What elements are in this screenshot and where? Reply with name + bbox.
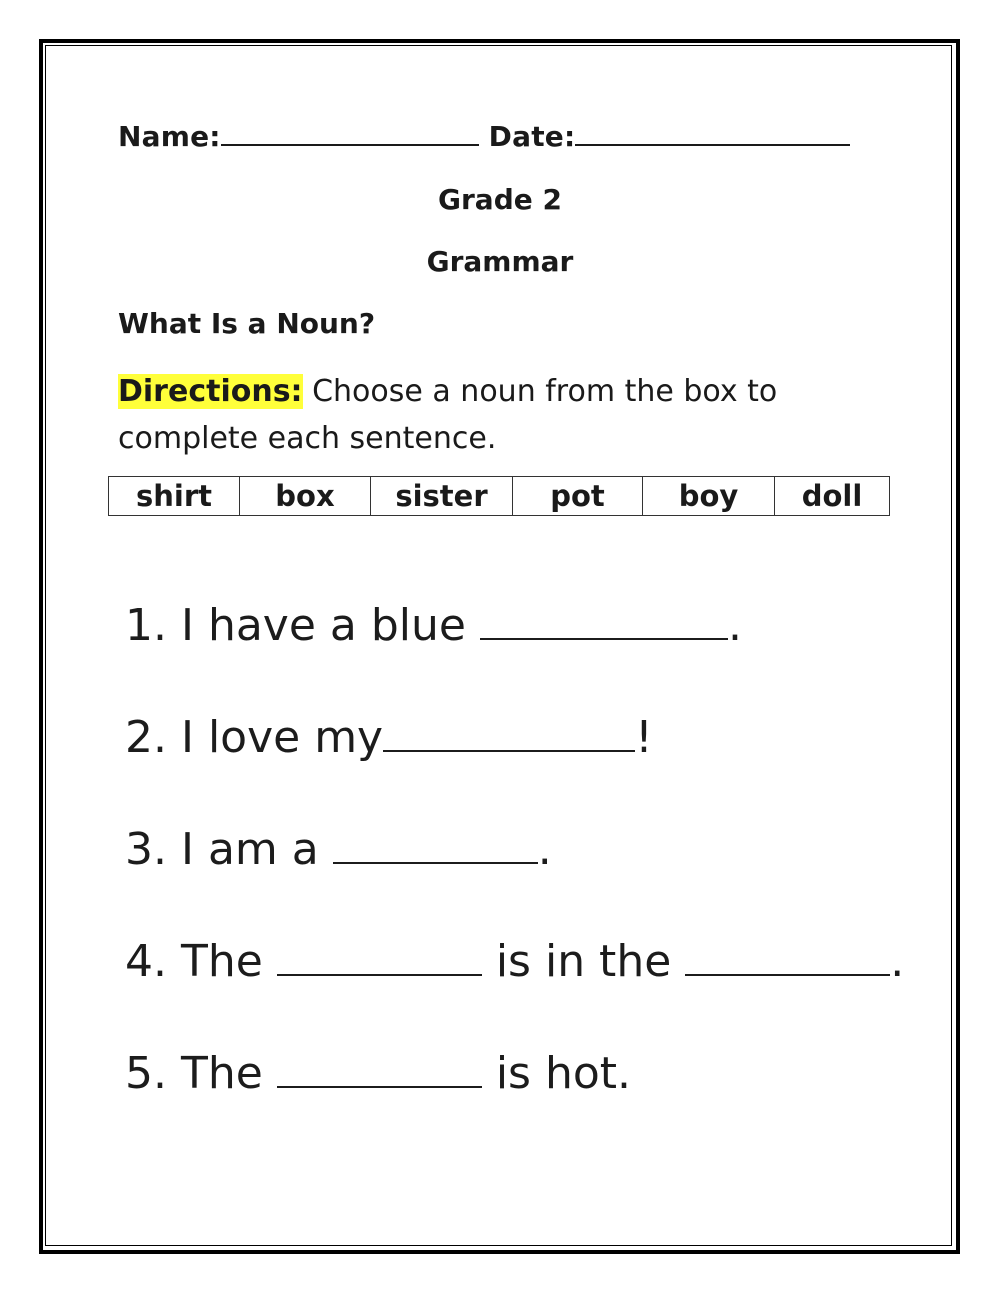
answer-blank[interactable] [685,938,890,976]
answer-blank[interactable] [383,714,635,752]
answer-blank[interactable] [277,938,482,976]
question-1 [125,600,742,651]
directions-label: Directions: [118,374,303,409]
date-blank[interactable] [575,120,850,146]
word-box [108,476,890,516]
directions [118,368,838,462]
answer-blank[interactable] [480,602,728,640]
word-box-item: doll [775,477,890,516]
question-number: 4. [125,936,167,987]
question-text: I have a blue [180,600,466,651]
word-box-item: boy [643,477,775,516]
question-5 [125,1048,631,1099]
subject-heading: Grammar [426,245,574,278]
word-box-item: box [240,477,371,516]
question-end: ! [635,712,653,763]
question-end: . [727,600,742,651]
question-number: 2. [125,712,167,763]
grade-heading: Grade 2 [438,183,562,216]
date-label: Date: [488,120,576,153]
question-text-middle: is in the [495,936,672,987]
name-date-line [118,120,850,153]
question-end: . [890,936,905,987]
question-number: 1. [125,600,167,651]
question-end: . [537,824,552,875]
question-3 [125,824,552,875]
question-4 [125,936,904,987]
word-box-item: shirt [109,477,240,516]
answer-blank[interactable] [333,826,538,864]
question-number: 5. [125,1048,167,1099]
question-number: 3. [125,824,167,875]
question-end: is hot. [495,1048,632,1099]
name-label: Name: [118,120,221,153]
name-blank[interactable] [221,120,479,146]
question-text: The [180,1048,263,1099]
question-text: The [180,936,263,987]
word-box-item: sister [371,477,513,516]
answer-blank[interactable] [277,1050,482,1088]
word-box-item: pot [513,477,643,516]
directions-text: Choose a noun from the box to complete each sentence. [118,374,778,456]
question-text: I love my [180,712,384,763]
lesson-title: What Is a Noun? [118,307,376,340]
question-2 [125,712,653,763]
question-text: I am a [180,824,319,875]
